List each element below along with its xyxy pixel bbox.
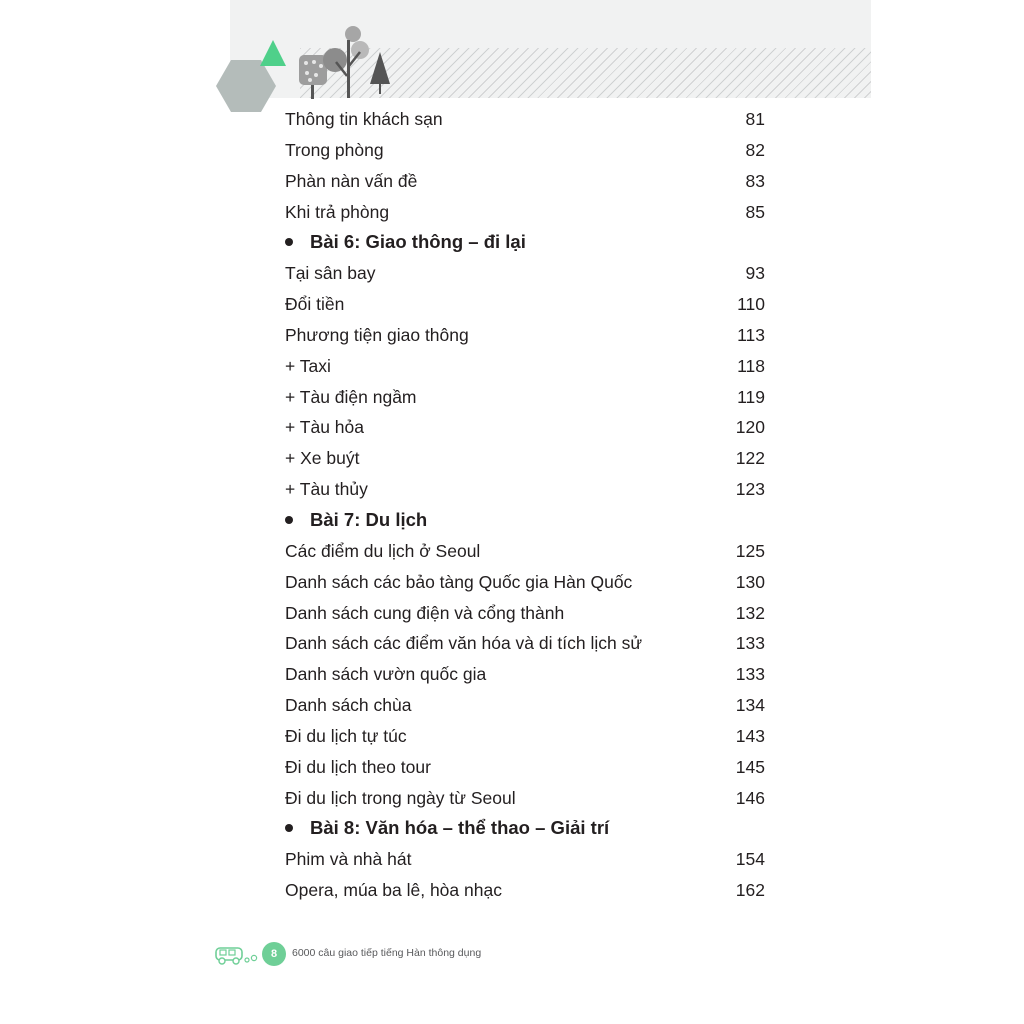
toc-entry	[285, 320, 765, 351]
toc-entry-page: 118	[737, 355, 765, 376]
toc-entry	[285, 783, 765, 814]
bullet-icon	[285, 516, 293, 524]
toc-entry-label: Phương tiện giao thông	[285, 324, 469, 345]
toc-entry	[285, 752, 765, 783]
toc-entry-page: 113	[737, 324, 765, 345]
toc-entry	[285, 443, 765, 474]
page-number: 8	[262, 942, 286, 966]
toc-entry	[285, 412, 765, 443]
tree-round-icon	[323, 26, 369, 98]
page-footer	[214, 940, 614, 970]
toc-entry-label: Bài 6: Giao thông – đi lại	[310, 231, 526, 253]
toc-entry-page: 154	[735, 849, 765, 870]
toc-entry-label: Opera, múa ba lê, hòa nhạc	[285, 880, 502, 901]
toc-entry	[285, 875, 765, 906]
toc-entry	[285, 258, 765, 289]
toc-entry-page: 133	[735, 633, 765, 654]
toc-entry-label: Danh sách các bảo tàng Quốc gia Hàn Quốc	[285, 571, 633, 592]
toc-entry-label: + Xe buýt	[285, 448, 360, 469]
toc-entry-label: Bài 8: Văn hóa – thể thao – Giải trí	[310, 817, 610, 839]
triangle-icon	[260, 40, 286, 66]
toc-entry-page: 110	[737, 294, 765, 315]
toc-entry-label: + Tàu thủy	[285, 479, 368, 500]
toc-entry-page: 83	[745, 170, 765, 191]
toc-entry-page: 162	[735, 880, 765, 901]
toc-entry-page: 85	[745, 201, 765, 222]
toc-entry-label: Bài 7: Du lịch	[310, 508, 428, 530]
toc-entry-page: 82	[745, 139, 765, 160]
toc-section-heading	[285, 227, 765, 258]
toc-entry-page: 132	[735, 602, 765, 623]
toc-entry-label: Danh sách vườn quốc gia	[285, 664, 487, 685]
toc-entry	[285, 721, 765, 752]
toc-entry-label: Các điểm du lịch ở Seoul	[285, 540, 481, 561]
toc-entry	[285, 197, 765, 228]
toc-entry-label: Phim và nhà hát	[285, 849, 412, 870]
toc-entry-page: 145	[735, 756, 765, 777]
toc-entry-label: Thông tin khách sạn	[285, 109, 443, 129]
toc-entry	[285, 567, 765, 598]
toc-entry-label: Đổi tiền	[285, 294, 345, 315]
toc-entry-label: Danh sách chùa	[285, 695, 412, 716]
toc-entry-label: Đi du lịch theo tour	[285, 756, 431, 777]
toc-entry-page: 133	[735, 664, 765, 685]
tree-square-icon	[299, 55, 327, 99]
toc-entry-page: 119	[737, 386, 765, 407]
toc-entry-label: Danh sách cung điện và cổng thành	[285, 602, 565, 623]
toc-entry-label: + Tàu điện ngầm	[285, 386, 417, 407]
toc-entry-page: 120	[735, 417, 765, 438]
hexagon-icon	[216, 60, 276, 112]
toc-entry	[285, 289, 765, 320]
toc-entry	[285, 536, 765, 567]
toc-entry	[285, 690, 765, 721]
tree-pine-icon	[370, 52, 390, 94]
toc-entry-label: Phàn nàn vấn đề	[285, 170, 418, 191]
toc-entry-page: 123	[735, 479, 765, 500]
toc-entry-label: Danh sách các điểm văn hóa và di tích lịch sử	[285, 633, 643, 654]
toc-entry	[285, 628, 765, 659]
toc-entry	[285, 351, 765, 382]
toc-entry-label: Đi du lịch tự túc	[285, 725, 407, 746]
toc-entry-page: 81	[745, 109, 765, 129]
toc-section-heading	[285, 813, 765, 844]
toc-entry-page: 93	[745, 263, 765, 284]
header-decoration	[215, 22, 395, 114]
toc-section-heading	[285, 505, 765, 536]
car-icon	[214, 942, 260, 968]
book-title: 6000 câu giao tiếp tiếng Hàn thông dụng	[292, 947, 482, 959]
toc-entry-page: 143	[735, 725, 765, 746]
toc-entry	[285, 104, 765, 135]
toc-entry-label: Đi du lịch trong ngày từ Seoul	[285, 787, 516, 808]
toc-entry	[285, 659, 765, 690]
toc-entry-label: Khi trả phòng	[285, 201, 390, 222]
toc-entry-page: 146	[735, 787, 765, 808]
toc-entry-page: 122	[735, 448, 765, 469]
toc-entry-page: 130	[735, 571, 765, 592]
toc-entry	[285, 844, 765, 875]
toc-entry-label: + Taxi	[285, 355, 331, 376]
toc-entry	[285, 382, 765, 413]
toc-entry-page: 134	[735, 695, 765, 716]
bullet-icon	[285, 238, 293, 246]
toc-entry	[285, 598, 765, 629]
bullet-icon	[285, 824, 293, 832]
toc-entry-label: + Tàu hỏa	[285, 417, 364, 438]
table-of-contents	[285, 104, 765, 906]
toc-entry-label: Trong phòng	[285, 139, 384, 160]
toc-entry	[285, 166, 765, 197]
toc-entry-page: 125	[735, 540, 765, 561]
toc-entry	[285, 135, 765, 166]
toc-entry	[285, 474, 765, 505]
toc-entry-label: Tại sân bay	[285, 263, 376, 284]
